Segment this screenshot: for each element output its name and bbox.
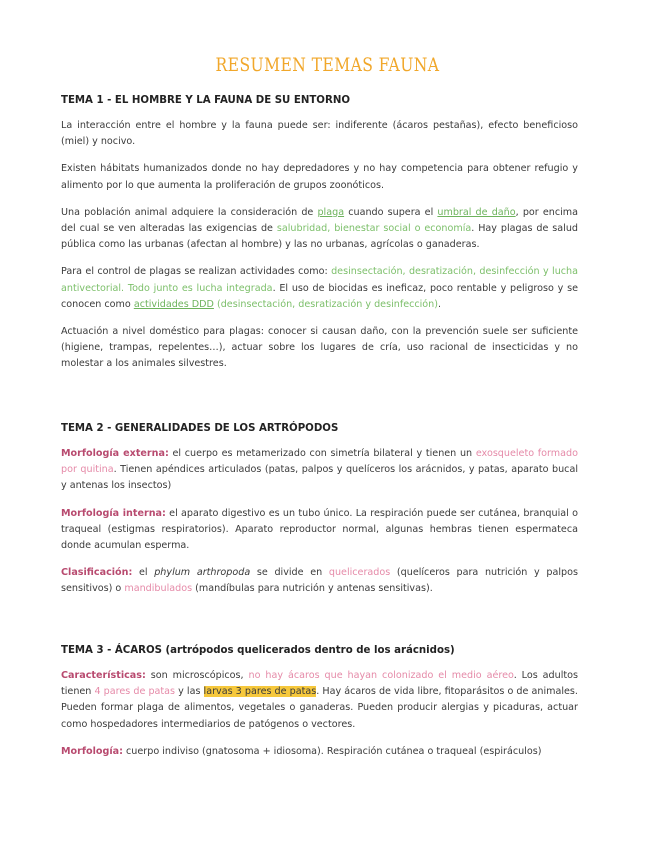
text-span: cuerpo indiviso (gnatosoma + idiosoma). Respiración cutánea o traqueal (espiráculos) (122, 745, 542, 757)
text-span: . Los adultos tienen (61, 670, 578, 698)
paragraph: Actuación a nivel doméstico para plagas: conocer si causan daño, con la prevención suele ser suficiente (higiene, trampas, repelentes…), actuar sobre los lugares de cría, uso racional de insecticidas y no molestar a los animales silvestres. (61, 326, 578, 370)
text-span: cuando supera el (344, 206, 438, 218)
paragraph (61, 205, 578, 254)
text-span: el (132, 567, 155, 579)
term-plaga: plaga (317, 206, 345, 218)
highlight-text: no hay ácaros que hayan colonizado el medio aéreo (248, 670, 514, 681)
paragraph (61, 446, 578, 495)
text-span: y las (175, 686, 204, 698)
text-span: Para el control de plagas se realizan actividades como: (61, 266, 332, 278)
paragraph (61, 565, 578, 597)
text-span: . (438, 298, 442, 310)
highlight-text: desinsectación, desratización, desinfección y lucha antivectorial. Todo junto es lucha integrada (61, 266, 579, 294)
paragraph (61, 744, 578, 760)
label-term: Clasificación: (61, 567, 133, 579)
section-heading: TEMA 2 - GENERALIDADES DE LOS ARTRÓPODOS (61, 423, 339, 434)
label-term: Morfología: (61, 745, 123, 757)
text-span: el aparato digestivo es un tubo único. La respiración puede ser cutánea, branquial o traqueal (estigmas respiratorios). Aparato reproductor normal, algunas hembras tienen espermateca donde acumulan esperma. (61, 507, 578, 552)
text-span: , por encima del cual se ven alteradas las exigencias de (61, 206, 579, 235)
text-span: (mandíbulas para nutrición y antenas sensitivas). (192, 583, 433, 595)
paragraph (61, 668, 578, 733)
text-span: son microscópicos, (145, 670, 249, 681)
term-ddd: actividades DDD (133, 298, 214, 310)
paragraph (61, 506, 578, 555)
section-tema-1 (61, 94, 578, 384)
text-span: Una población animal adquiere la consideración de (61, 206, 318, 218)
text-span: se divide en (250, 567, 329, 579)
text-span: . El uso de biocidas es ineficaz, poco rentable y peligroso y se conocen como (61, 282, 578, 310)
marker-highlight: larvas 3 pares de patas (203, 686, 317, 698)
paragraph: Existen hábitats humanizados donde no hay depredadores y no hay competencia para obtener refugio y alimento por lo que aumenta la proliferación de grupos zoonóticos. (61, 163, 578, 191)
highlight-text: exosqueleto formado por quitina (61, 448, 578, 476)
section-tema-2 (61, 422, 578, 609)
highlight-text: salubridad, bienestar social o economía (276, 223, 472, 235)
label-term: Morfología externa: (61, 448, 169, 459)
text-span: (quelíceros para nutrición y palpos sensitivos) o (61, 567, 578, 595)
label-term: Morfología interna: (61, 507, 166, 519)
section-heading: TEMA 1 - EL HOMBRE Y LA FAUNA DE SU ENTORNO (61, 95, 351, 106)
highlight-text: quelicerados (328, 567, 391, 579)
label-term: Características: (61, 670, 146, 681)
paragraph: La interacción entre el hombre y la fauna puede ser: indiferente (ácaros pestañas), efecto beneficioso (miel) y nocivo. (61, 120, 578, 148)
section-tema-3 (61, 644, 578, 771)
text-span: . Tienen apéndices articulados (patas, palpos y quelíceros los arácnidos, y patas, aparato bucal y antenas los insectos) (61, 464, 578, 492)
highlight-text: (desinsectación, desratización y desinfección) (213, 298, 439, 310)
term-umbral: umbral de daño (437, 206, 516, 218)
text-span: el cuerpo es metamerizado con simetría bilateral y tienen un (168, 448, 476, 459)
document-title: RESUMEN TEMAS FAUNA (215, 54, 440, 76)
highlight-text: mandibulados (124, 583, 193, 595)
paragraph (61, 264, 578, 313)
text-span: . Hay ácaros de vida libre, fitoparásitos o de animales. Pueden formar plaga de alimentos, vegetales o ganaderas. Pueden producir alergias y picaduras, actuar como hospedadores intermediarios de patógenos o vectores. (61, 686, 578, 730)
section-heading: TEMA 3 - ÁCAROS (artrópodos quelicerados dentro de los arácnidos) (61, 645, 455, 656)
italic-term: phylum arthropoda (154, 567, 251, 579)
highlight-text: 4 pares de patas (94, 686, 176, 698)
text-span: . Hay plagas de salud pública como las urbanas (afectan al hombre) y las no urbanas, agrícolas o ganaderas. (61, 223, 578, 251)
